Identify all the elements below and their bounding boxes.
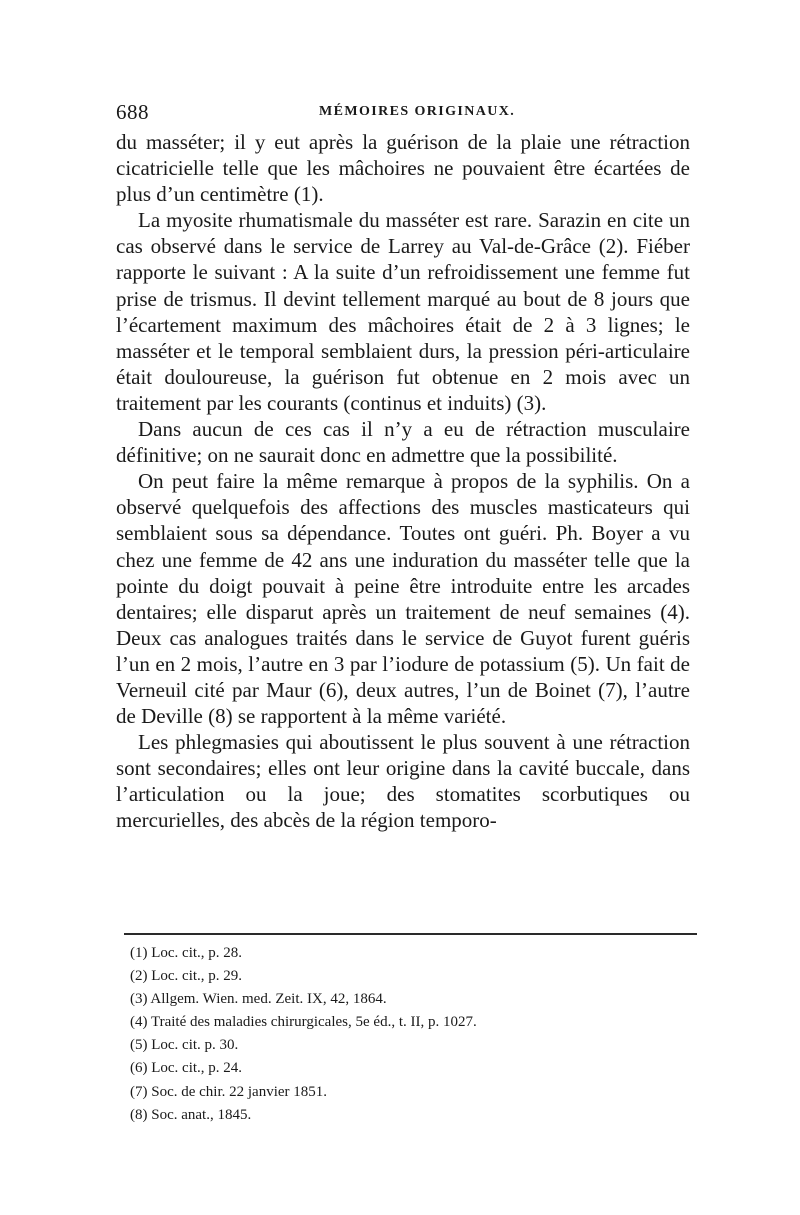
- footnote: (2) Loc. cit., p. 29.: [130, 968, 243, 985]
- footnote: (3) Allgem. Wien. med. Zeit. IX, 42, 1864.: [130, 991, 387, 1008]
- footnote: (7) Soc. de chir. 22 janvier 1851.: [130, 1083, 328, 1100]
- footnote: (5) Loc. cit. p. 30.: [130, 1037, 239, 1054]
- running-head: [116, 100, 706, 128]
- paragraph: On peut faire la même remarque à propos de la syphilis. On a observé quelquefois des affections des muscles masticateurs qui semblaient sous sa dépendance. Toutes ont guéri. Ph. Boyer a vu chez une femme de 42 ans une induration du masséter telle que la pointe du doigt pouvait à peine être introduite entre les arcades dentaires; elle disparut après un traitement de neuf semaines (4). Deux cas analogues traités dans le service de Guyot furent guéris l’un en 2 mois, l’autre en 3 par l’iodure de potassium (5). Un fait de Verneuil cité par Maur (6), deux autres, l’un de Boinet (7), l’autre de Deville (8) se rapportent à la même variété.: [116, 469, 690, 729]
- paragraph: du masséter; il y eut après la guérison de la plaie une rétraction cicatricielle telle que les mâchoires ne pouvaient être écartées de plus d’un centimètre (1).: [116, 130, 690, 207]
- paragraph: Dans aucun de ces cas il n’y a eu de rétraction musculaire définitive; on ne saurait donc en admettre que la possibilité.: [116, 417, 690, 468]
- paragraph: Les phlegmasies qui aboutissent le plus souvent à une rétraction sont secondaires; elles ont leur origine dans la cavité buccale, dans l’articulation ou la joue; des stomatites scorbutiques ou mercurielles, des abcès de la région temporo-: [116, 730, 690, 833]
- running-title: MÉMOIRES ORIGINAUX.: [319, 104, 516, 119]
- footnote: (1) Loc. cit., p. 28.: [130, 945, 243, 961]
- footnote: (8) Soc. anat., 1845.: [130, 1106, 252, 1123]
- footnote-divider: [124, 933, 697, 935]
- footnote: (4) Traité des maladies chirurgicales, 5e éd., t. II, p. 1027.: [130, 1014, 477, 1031]
- body-text: [116, 129, 690, 834]
- page-number: 688: [116, 100, 149, 124]
- footnote: (6) Loc. cit., p. 24.: [130, 1060, 243, 1077]
- paragraph: La myosite rhumatismale du masséter est rare. Sarazin en cite un cas observé dans le service de Larrey au Val-de-Grâce (2). Fiéber rapporte le suivant : A la suite d’un refroidissement une femme fut prise de trismus. Il devint tellement marqué au bout de 8 jours que l’écartement maximum des mâchoires était de 2 à 3 lignes; le masséter et le temporal semblaient durs, la pression péri-articulaire était douloureuse, la guérison fut obtenue en 2 mois avec un traitement par les courants (continus et induits) (3).: [116, 208, 690, 415]
- footnotes: [130, 942, 690, 1127]
